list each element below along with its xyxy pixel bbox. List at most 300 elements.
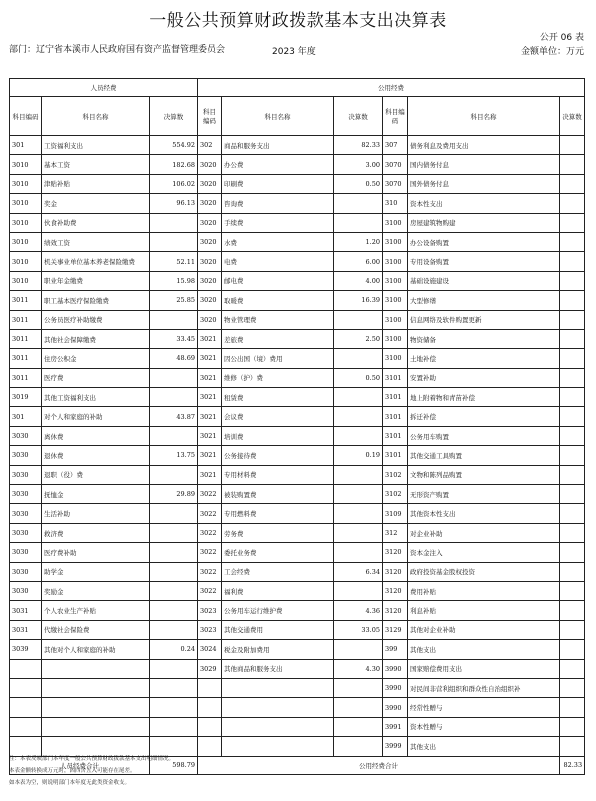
cell-code: 3021	[198, 465, 222, 484]
cell-name: 取暖费	[222, 291, 334, 310]
cell-name: 劳务费	[222, 523, 334, 542]
cell-name: 个人农业生产补贴	[42, 601, 150, 620]
cell-name: 债务利息及费用支出	[408, 136, 560, 155]
cell-amount	[560, 698, 585, 717]
table-row	[10, 601, 585, 620]
year-label: 2023 年度	[272, 47, 316, 57]
cell-code: 3020	[198, 252, 222, 271]
cell-amount	[334, 310, 383, 329]
table-row	[10, 426, 585, 445]
cell-name: 其他交通费用	[222, 620, 334, 639]
table-row	[10, 368, 585, 387]
cell-name: 地上附着物和青苗补偿	[408, 388, 560, 407]
cell-amount: 0.50	[334, 368, 383, 387]
cell-name: 物业管理费	[222, 310, 334, 329]
cell-code: 3100	[383, 310, 408, 329]
table-row	[10, 678, 585, 697]
personnel-total-label: 人员经费合计	[10, 756, 150, 774]
cell-amount	[334, 678, 383, 697]
amount-header: 决算数	[150, 97, 198, 136]
cell-code: 3010	[10, 155, 42, 174]
cell-name	[222, 678, 334, 697]
cell-amount: 0.19	[334, 446, 383, 465]
table-row	[10, 485, 585, 504]
cell-amount	[560, 620, 585, 639]
cell-code: 3030	[10, 485, 42, 504]
cell-name: 培训费	[222, 426, 334, 445]
cell-amount: 52.11	[150, 252, 198, 271]
footnote: 本表金额转换成万元时，因四舍五入可能存在尾差。	[9, 768, 136, 774]
cell-code: 3070	[383, 155, 408, 174]
cell-name	[222, 737, 334, 756]
cell-amount: 0.24	[150, 640, 198, 659]
cell-amount: 13.75	[150, 446, 198, 465]
cell-code: 3102	[383, 485, 408, 504]
page-title: 一般公共预算财政拨款基本支出决算表	[149, 11, 447, 31]
cell-name: 基础设施建设	[408, 271, 560, 290]
cell-amount	[560, 737, 585, 756]
cell-amount	[334, 640, 383, 659]
table-row	[10, 543, 585, 562]
cell-amount	[334, 523, 383, 542]
cell-amount: 182.68	[150, 155, 198, 174]
cell-amount	[560, 426, 585, 445]
cell-name	[222, 698, 334, 717]
cell-code: 3030	[10, 543, 42, 562]
cell-amount	[560, 271, 585, 290]
table-row	[10, 698, 585, 717]
cell-code: 3070	[383, 174, 408, 193]
cell-code: 3010	[10, 252, 42, 271]
table-row	[10, 310, 585, 329]
table-row	[10, 640, 585, 659]
cell-amount: 29.89	[150, 485, 198, 504]
cell-amount	[560, 194, 585, 213]
cell-name: 绩效工资	[42, 232, 150, 251]
cell-amount	[560, 562, 585, 581]
name-header: 科目名称	[408, 97, 560, 136]
cell-amount	[150, 562, 198, 581]
department-label: 部门：辽宁省本溪市人民政府国有资产监督管理委员会	[9, 45, 226, 55]
cell-code: 3100	[383, 349, 408, 368]
cell-code: 3020	[198, 174, 222, 193]
cell-code: 3100	[383, 329, 408, 348]
cell-amount	[334, 543, 383, 562]
cell-code: 3030	[10, 446, 42, 465]
cell-amount: 82.33	[334, 136, 383, 155]
cell-amount	[334, 349, 383, 368]
cell-code: 3101	[383, 446, 408, 465]
cell-amount	[334, 407, 383, 426]
cell-code: 3101	[383, 407, 408, 426]
cell-amount	[150, 426, 198, 445]
cell-code: 301	[10, 136, 42, 155]
table-row	[10, 562, 585, 581]
table-row	[10, 329, 585, 348]
cell-amount	[150, 601, 198, 620]
cell-amount	[334, 426, 383, 445]
cell-name: 专用燃料费	[222, 504, 334, 523]
name-header: 科目名称	[222, 97, 334, 136]
cell-name: 文物和陈列品购置	[408, 465, 560, 484]
cell-amount	[150, 465, 198, 484]
cell-name: 专用设备购置	[408, 252, 560, 271]
cell-name: 国内债务付息	[408, 155, 560, 174]
cell-code: 3019	[10, 388, 42, 407]
cell-amount	[560, 174, 585, 193]
cell-code: 3031	[10, 601, 42, 620]
cell-code	[10, 659, 42, 678]
cell-name: 职工基本医疗保险缴费	[42, 291, 150, 310]
cell-amount: 15.98	[150, 271, 198, 290]
personnel-group-header: 人员经费	[10, 79, 198, 97]
cell-code: 3030	[10, 581, 42, 600]
code-header: 科目编码	[383, 97, 408, 136]
table-row	[10, 407, 585, 426]
cell-code: 3991	[383, 717, 408, 736]
cell-name: 工资福利支出	[42, 136, 150, 155]
cell-amount	[560, 291, 585, 310]
cell-amount	[150, 543, 198, 562]
cell-code: 3030	[10, 523, 42, 542]
cell-code: 312	[383, 523, 408, 542]
cell-amount	[150, 581, 198, 600]
cell-name	[42, 678, 150, 697]
cell-name: 税金及附加费用	[222, 640, 334, 659]
cell-code	[10, 698, 42, 717]
cell-code: 3011	[10, 291, 42, 310]
cell-code: 3020	[198, 213, 222, 232]
table-row	[10, 581, 585, 600]
footnote: 如本表为空，则说明部门本年度无此类资金收支。	[9, 780, 131, 786]
cell-amount	[334, 504, 383, 523]
table-row	[10, 271, 585, 290]
cell-code: 3102	[383, 465, 408, 484]
cell-name	[42, 698, 150, 717]
cell-amount	[334, 213, 383, 232]
cell-code	[198, 698, 222, 717]
table-row	[10, 446, 585, 465]
cell-code: 3990	[383, 678, 408, 697]
table-row	[10, 174, 585, 193]
cell-name: 国家赔偿费用支出	[408, 659, 560, 678]
cell-amount	[560, 543, 585, 562]
cell-code: 3030	[10, 426, 42, 445]
cell-amount: 48.69	[150, 349, 198, 368]
cell-code	[198, 717, 222, 736]
cell-code: 3011	[10, 368, 42, 387]
cell-code: 3031	[10, 620, 42, 639]
cell-amount	[560, 504, 585, 523]
cell-code: 3100	[383, 252, 408, 271]
cell-name: 住房公积金	[42, 349, 150, 368]
cell-amount	[560, 640, 585, 659]
cell-code: 3021	[198, 388, 222, 407]
cell-amount	[560, 446, 585, 465]
cell-amount: 25.85	[150, 291, 198, 310]
cell-name: 职业年金缴费	[42, 271, 150, 290]
cell-name: 委托业务费	[222, 543, 334, 562]
cell-name: 咨询费	[222, 194, 334, 213]
cell-code: 3011	[10, 310, 42, 329]
cell-amount	[150, 678, 198, 697]
cell-code	[10, 678, 42, 697]
cell-name: 资本性赠与	[408, 717, 560, 736]
cell-amount: 43.87	[150, 407, 198, 426]
cell-code: 3120	[383, 601, 408, 620]
amount-header: 决算数	[334, 97, 383, 136]
cell-code: 3020	[198, 155, 222, 174]
cell-code: 3010	[10, 194, 42, 213]
cell-code: 3021	[198, 329, 222, 348]
cell-name: 医疗费	[42, 368, 150, 387]
cell-name: 奖金	[42, 194, 150, 213]
cell-amount	[150, 504, 198, 523]
cell-name: 邮电费	[222, 271, 334, 290]
table-row	[10, 136, 585, 155]
cell-name: 机关事业单位基本养老保险缴费	[42, 252, 150, 271]
name-header: 科目名称	[42, 97, 150, 136]
cell-code: 3120	[383, 543, 408, 562]
unit-label: 金额单位：万元	[520, 47, 584, 57]
cell-code: 3021	[198, 349, 222, 368]
cell-amount: 3.00	[334, 155, 383, 174]
cell-code: 3022	[198, 543, 222, 562]
footnote: 注：本表反映部门本年度一般公共预算财政拨款基本支出明细情况。	[9, 756, 175, 762]
form-number: 公开 06 表	[539, 33, 584, 43]
cell-code: 301	[10, 407, 42, 426]
cell-amount	[560, 329, 585, 348]
cell-code: 3010	[10, 213, 42, 232]
cell-name: 印刷费	[222, 174, 334, 193]
cell-amount	[334, 485, 383, 504]
cell-name: 水费	[222, 232, 334, 251]
cell-code: 307	[383, 136, 408, 155]
cell-code: 399	[383, 640, 408, 659]
cell-name: 对民间非营利组织和群众性自治组织补	[408, 678, 560, 697]
cell-name: 其他交通工具购置	[408, 446, 560, 465]
cell-code: 3010	[10, 174, 42, 193]
cell-code: 3020	[198, 232, 222, 251]
cell-name: 退职（役）费	[42, 465, 150, 484]
cell-name: 公务用车运行维护费	[222, 601, 334, 620]
cell-amount	[560, 601, 585, 620]
cell-amount: 106.02	[150, 174, 198, 193]
cell-name: 大型修缮	[408, 291, 560, 310]
cell-name: 会议费	[222, 407, 334, 426]
cell-name: 办公费	[222, 155, 334, 174]
cell-amount: 0.50	[334, 174, 383, 193]
amount-header: 决算数	[560, 97, 585, 136]
cell-code: 3999	[383, 737, 408, 756]
cell-name: 手续费	[222, 213, 334, 232]
cell-amount	[150, 659, 198, 678]
cell-amount: 554.92	[150, 136, 198, 155]
cell-amount	[150, 717, 198, 736]
cell-code: 3030	[10, 562, 42, 581]
cell-name: 维修（护）费	[222, 368, 334, 387]
cell-code: 3990	[383, 698, 408, 717]
cell-amount	[560, 678, 585, 697]
cell-code: 3010	[10, 232, 42, 251]
cell-amount: 33.05	[334, 620, 383, 639]
cell-code: 3021	[198, 407, 222, 426]
code-header: 科目编码	[10, 97, 42, 136]
cell-code: 3100	[383, 213, 408, 232]
cell-code: 3030	[10, 504, 42, 523]
cell-name: 利息补贴	[408, 601, 560, 620]
public-total-label: 公用经费合计	[198, 756, 560, 774]
cell-code: 3021	[198, 368, 222, 387]
cell-name	[222, 717, 334, 736]
cell-code	[10, 717, 42, 736]
cell-name: 安置补助	[408, 368, 560, 387]
cell-name	[42, 717, 150, 736]
cell-name: 拆迁补偿	[408, 407, 560, 426]
cell-amount	[150, 232, 198, 251]
cell-amount	[560, 465, 585, 484]
cell-name: 费用补贴	[408, 581, 560, 600]
cell-name: 经常性赠与	[408, 698, 560, 717]
cell-name: 资本金注入	[408, 543, 560, 562]
cell-name: 公务用车购置	[408, 426, 560, 445]
cell-amount: 1.20	[334, 232, 383, 251]
cell-amount	[560, 581, 585, 600]
cell-code: 3020	[198, 271, 222, 290]
cell-code: 3022	[198, 523, 222, 542]
cell-amount: 4.00	[334, 271, 383, 290]
cell-name: 抚恤金	[42, 485, 150, 504]
cell-code: 3101	[383, 388, 408, 407]
cell-code	[198, 678, 222, 697]
cell-amount	[560, 232, 585, 251]
cell-amount	[150, 368, 198, 387]
cell-name: 津贴补贴	[42, 174, 150, 193]
cell-code: 310	[383, 194, 408, 213]
table-row	[10, 465, 585, 484]
table-row	[10, 504, 585, 523]
cell-amount	[150, 620, 198, 639]
cell-amount	[560, 349, 585, 368]
cell-amount: 6.00	[334, 252, 383, 271]
cell-name: 租赁费	[222, 388, 334, 407]
cell-name: 对企业补助	[408, 523, 560, 542]
cell-code: 3010	[10, 271, 42, 290]
cell-amount: 33.45	[150, 329, 198, 348]
personnel-total-value: 598.79	[150, 756, 198, 774]
cell-code: 302	[198, 136, 222, 155]
cell-name: 其他支出	[408, 737, 560, 756]
cell-name: 生活补助	[42, 504, 150, 523]
cell-name: 政府投资基金股权投资	[408, 562, 560, 581]
cell-amount	[560, 252, 585, 271]
cell-code: 3101	[383, 368, 408, 387]
cell-amount: 16.39	[334, 291, 383, 310]
cell-name: 办公设备购置	[408, 232, 560, 251]
cell-amount	[560, 213, 585, 232]
cell-name: 奖励金	[42, 581, 150, 600]
cell-name: 离休费	[42, 426, 150, 445]
cell-amount	[334, 737, 383, 756]
cell-code: 3023	[198, 620, 222, 639]
cell-name: 其他对企业补助	[408, 620, 560, 639]
table-row	[10, 388, 585, 407]
table-row	[10, 349, 585, 368]
cell-name: 土地补偿	[408, 349, 560, 368]
table-row	[10, 291, 585, 310]
cell-name: 对个人和家庭的补助	[42, 407, 150, 426]
cell-name: 商品和服务支出	[222, 136, 334, 155]
public-total-value: 82.33	[560, 756, 585, 774]
cell-name: 伙食补助费	[42, 213, 150, 232]
cell-name: 福利费	[222, 581, 334, 600]
cell-amount	[560, 407, 585, 426]
cell-amount	[560, 485, 585, 504]
cell-code: 3024	[198, 640, 222, 659]
table-row	[10, 155, 585, 174]
cell-amount	[560, 659, 585, 678]
cell-code: 3100	[383, 271, 408, 290]
code-header: 科目编码	[198, 97, 222, 136]
cell-code: 3011	[10, 349, 42, 368]
cell-amount	[150, 698, 198, 717]
cell-name: 资本性支出	[408, 194, 560, 213]
cell-code: 3100	[383, 291, 408, 310]
cell-amount	[150, 523, 198, 542]
cell-name: 工会经费	[222, 562, 334, 581]
cell-amount	[560, 155, 585, 174]
cell-name: 其他支出	[408, 640, 560, 659]
cell-code: 3029	[198, 659, 222, 678]
cell-code: 3120	[383, 562, 408, 581]
cell-amount	[334, 717, 383, 736]
cell-amount: 4.30	[334, 659, 383, 678]
cell-amount	[150, 213, 198, 232]
expenditure-table	[9, 78, 585, 775]
cell-amount	[334, 698, 383, 717]
table-row	[10, 252, 585, 271]
cell-amount	[560, 523, 585, 542]
cell-name: 代缴社会保险费	[42, 620, 150, 639]
cell-name: 电费	[222, 252, 334, 271]
cell-amount	[560, 368, 585, 387]
table-row	[10, 213, 585, 232]
cell-name: 物资储备	[408, 329, 560, 348]
cell-name: 房屋建筑物购建	[408, 213, 560, 232]
cell-code: 3021	[198, 426, 222, 445]
cell-code: 3022	[198, 562, 222, 581]
cell-name: 公务员医疗补助缴费	[42, 310, 150, 329]
cell-name: 助学金	[42, 562, 150, 581]
cell-amount	[334, 581, 383, 600]
cell-code	[198, 737, 222, 756]
cell-name: 医疗费补助	[42, 543, 150, 562]
cell-code: 3990	[383, 659, 408, 678]
cell-amount: 96.13	[150, 194, 198, 213]
cell-amount	[560, 310, 585, 329]
cell-code: 3022	[198, 581, 222, 600]
cell-code: 3020	[198, 310, 222, 329]
cell-code: 3020	[198, 291, 222, 310]
cell-amount	[150, 388, 198, 407]
cell-amount: 4.36	[334, 601, 383, 620]
cell-name: 基本工资	[42, 155, 150, 174]
cell-name: 专用材料费	[222, 465, 334, 484]
table-row	[10, 523, 585, 542]
cell-name: 信息网络及软件购置更新	[408, 310, 560, 329]
cell-code: 3030	[10, 465, 42, 484]
cell-amount	[560, 717, 585, 736]
